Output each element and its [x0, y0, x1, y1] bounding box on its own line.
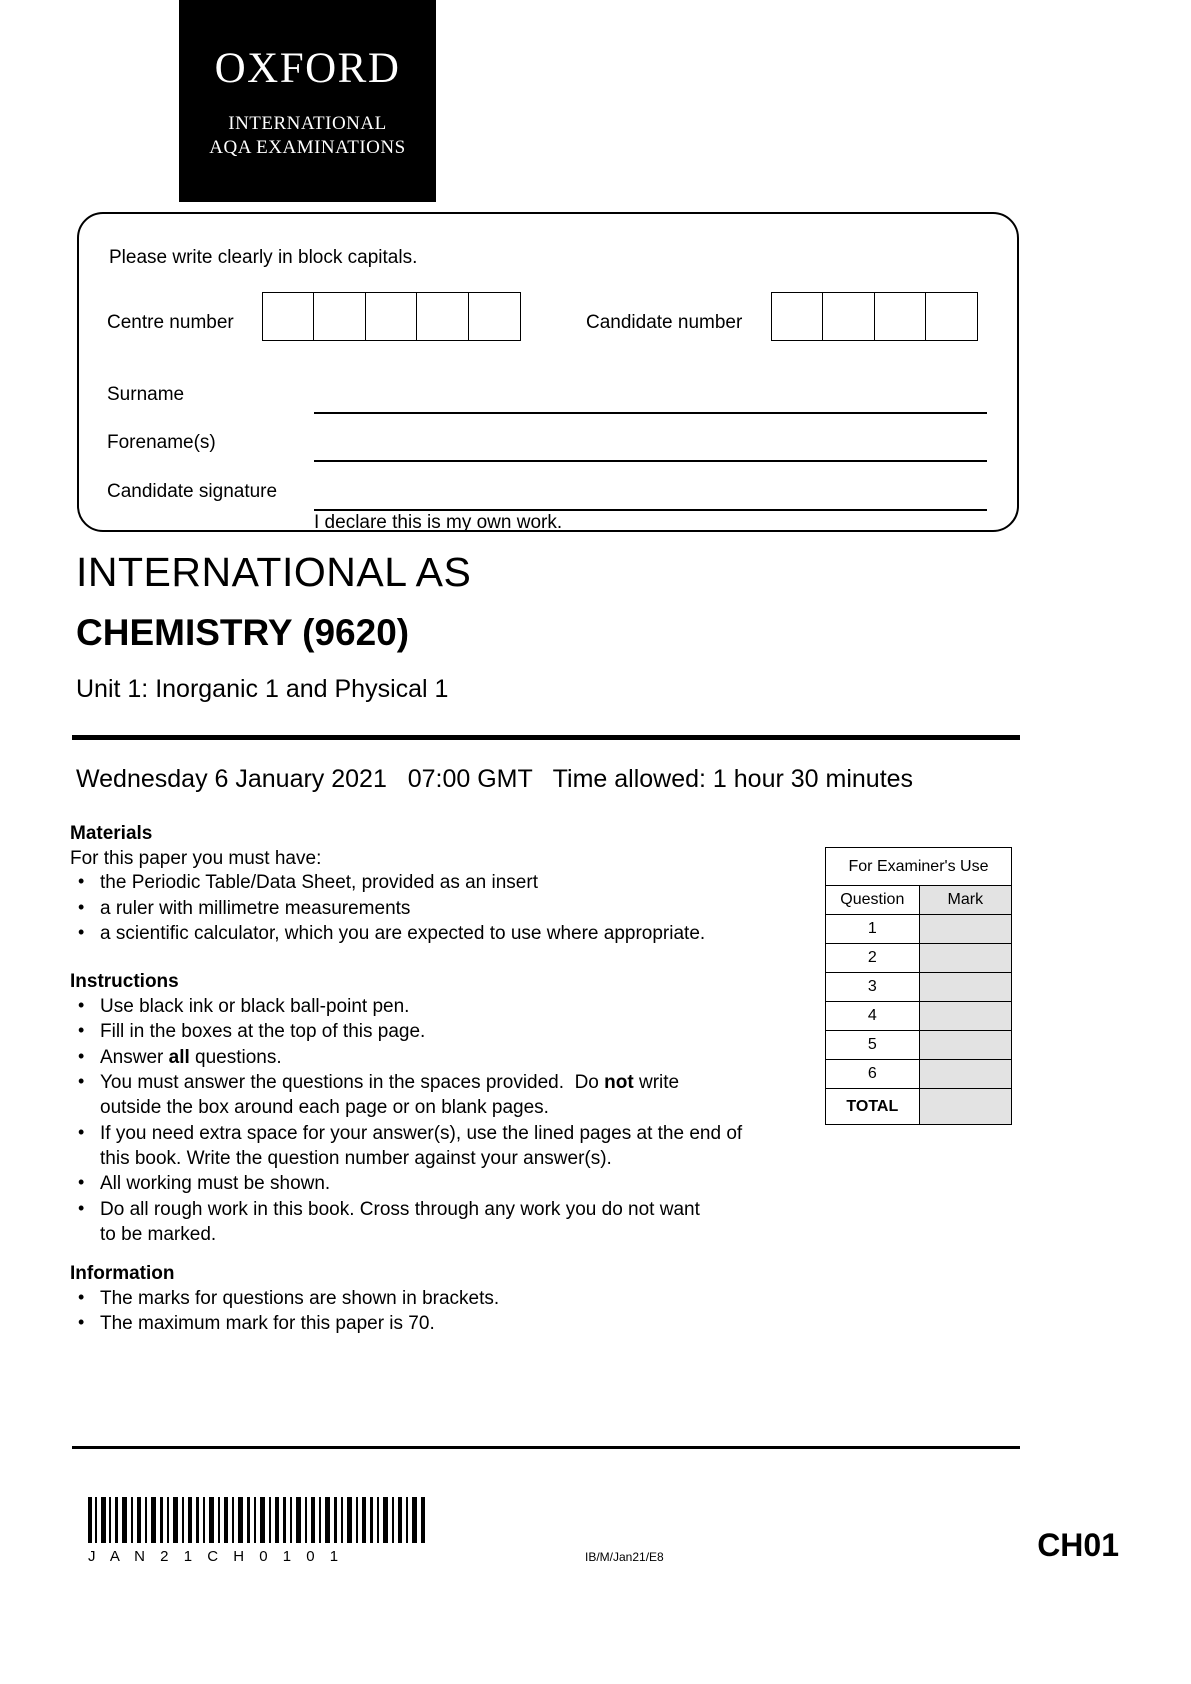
subject-title: CHEMISTRY (9620): [76, 612, 410, 653]
information-list: [70, 1287, 810, 1337]
paper-code: CH01: [1037, 1527, 1119, 1563]
instructions-item5-continuation: this book. Write the question number against your answer(s).: [100, 1147, 612, 1169]
centre-number-cell[interactable]: [313, 292, 366, 341]
barcode-label: J A N 2 1 C H 0 1 0 1: [88, 1548, 344, 1565]
qualification-level: INTERNATIONAL AS: [76, 549, 472, 595]
mark-entry[interactable]: [919, 915, 1011, 944]
table-row: [826, 915, 1012, 944]
bold-not: not: [604, 1071, 634, 1093]
table-row: [826, 1031, 1012, 1060]
title-divider: [72, 735, 1020, 740]
centre-number-input[interactable]: [262, 292, 521, 341]
table-row: [826, 1089, 1012, 1125]
table-row: [826, 848, 1012, 886]
question-number: 2: [826, 944, 920, 973]
forenames-label: Forename(s): [107, 432, 216, 453]
question-number: 4: [826, 1002, 920, 1031]
unit-title: Unit 1: Inorganic 1 and Physical 1: [76, 675, 449, 703]
materials-intro: For this paper you must have:: [70, 848, 322, 869]
examiner-use-table: [825, 847, 1012, 1125]
instructions-item4-continuation: outside the box around each page or on blank pages.: [100, 1097, 549, 1119]
logo-subtitle-line1: INTERNATIONAL: [228, 113, 387, 134]
list-item: • If you need extra space for your answer(s), use the lined pages at the end of: [70, 1122, 810, 1146]
candidate-signature-label: Candidate signature: [107, 481, 278, 502]
block-capitals-instruction: Please write clearly in block capitals.: [109, 247, 418, 268]
candidate-number-cell[interactable]: [925, 292, 978, 341]
exam-datetime: Wednesday 6 January 2021 07:00 GMT Time allowed: 1 hour 30 minutes: [76, 765, 914, 793]
logo-wordmark: OXFORD: [214, 45, 401, 92]
barcode: [88, 1497, 426, 1543]
surname-field[interactable]: [314, 412, 987, 414]
materials-list: [70, 871, 810, 946]
materials-heading: Materials: [70, 823, 153, 844]
mark-entry[interactable]: [919, 973, 1011, 1002]
table-row: [826, 886, 1012, 915]
list-item: • Fill in the boxes at the top of this page.: [70, 1020, 810, 1044]
candidate-signature-field[interactable]: [314, 509, 987, 511]
candidate-number-label: Candidate number: [586, 312, 743, 333]
candidate-number-input[interactable]: [771, 292, 978, 341]
instructions-heading: Instructions: [70, 971, 179, 992]
print-code: IB/M/Jan21/E8: [585, 1550, 664, 1564]
question-number: 6: [826, 1060, 920, 1089]
centre-number-cell[interactable]: [468, 292, 521, 341]
candidate-number-cell[interactable]: [822, 292, 875, 341]
declaration-text: I declare this is my own work.: [314, 512, 563, 533]
list-item: • the Periodic Table/Data Sheet, provided as an insert: [70, 871, 810, 895]
candidate-details-box: [77, 212, 1019, 532]
bold-all: all: [168, 1046, 190, 1068]
list-item: • The maximum mark for this paper is 70.: [70, 1312, 810, 1336]
total-label: TOTAL: [826, 1089, 920, 1125]
mark-entry[interactable]: [919, 1002, 1011, 1031]
centre-number-label: Centre number: [107, 312, 234, 333]
oxford-aqa-logo: [179, 0, 436, 202]
candidate-number-cell[interactable]: [771, 292, 824, 341]
information-section: [70, 1263, 810, 1338]
list-item: • Use black ink or black ball-point pen.: [70, 995, 810, 1019]
instructions-list: [70, 995, 810, 1247]
list-item-continuation: [70, 1223, 810, 1247]
examiner-table-title: For Examiner's Use: [826, 848, 1012, 886]
list-item: • a ruler with millimetre measurements: [70, 897, 810, 921]
table-row: [826, 1002, 1012, 1031]
total-mark-entry[interactable]: [919, 1089, 1011, 1125]
list-item: • Answer all questions.: [70, 1046, 810, 1070]
list-item-continuation: [70, 1096, 810, 1120]
mark-entry[interactable]: [919, 1060, 1011, 1089]
instructions-section: [70, 971, 810, 1248]
materials-section: [70, 823, 810, 947]
centre-number-cell[interactable]: [416, 292, 469, 341]
table-row: [826, 973, 1012, 1002]
list-item: • All working must be shown.: [70, 1172, 810, 1196]
centre-number-cell[interactable]: [365, 292, 418, 341]
centre-number-cell[interactable]: [262, 292, 315, 341]
list-item-continuation: [70, 1147, 810, 1171]
question-number: 1: [826, 915, 920, 944]
mark-entry[interactable]: [919, 1031, 1011, 1060]
surname-label: Surname: [107, 384, 185, 405]
column-header-question: Question: [826, 886, 920, 915]
list-item: • Do all rough work in this book. Cross through any work you do not want: [70, 1198, 810, 1222]
table-row: [826, 1060, 1012, 1089]
forenames-field[interactable]: [314, 460, 987, 462]
list-item: • a scientific calculator, which you are expected to use where appropriate.: [70, 922, 810, 946]
candidate-number-cell[interactable]: [874, 292, 927, 341]
column-header-mark: Mark: [919, 886, 1011, 915]
list-item: • You must answer the questions in the spaces provided. Do not write: [70, 1071, 810, 1095]
information-heading: Information: [70, 1263, 175, 1284]
question-number: 5: [826, 1031, 920, 1060]
footer-divider: [72, 1446, 1020, 1449]
table-row: [826, 944, 1012, 973]
list-item: • The marks for questions are shown in brackets.: [70, 1287, 810, 1311]
mark-entry[interactable]: [919, 944, 1011, 973]
question-number: 3: [826, 973, 920, 1002]
instructions-item7-continuation: to be marked.: [100, 1223, 217, 1245]
logo-subtitle-line2: AQA EXAMINATIONS: [209, 136, 406, 158]
